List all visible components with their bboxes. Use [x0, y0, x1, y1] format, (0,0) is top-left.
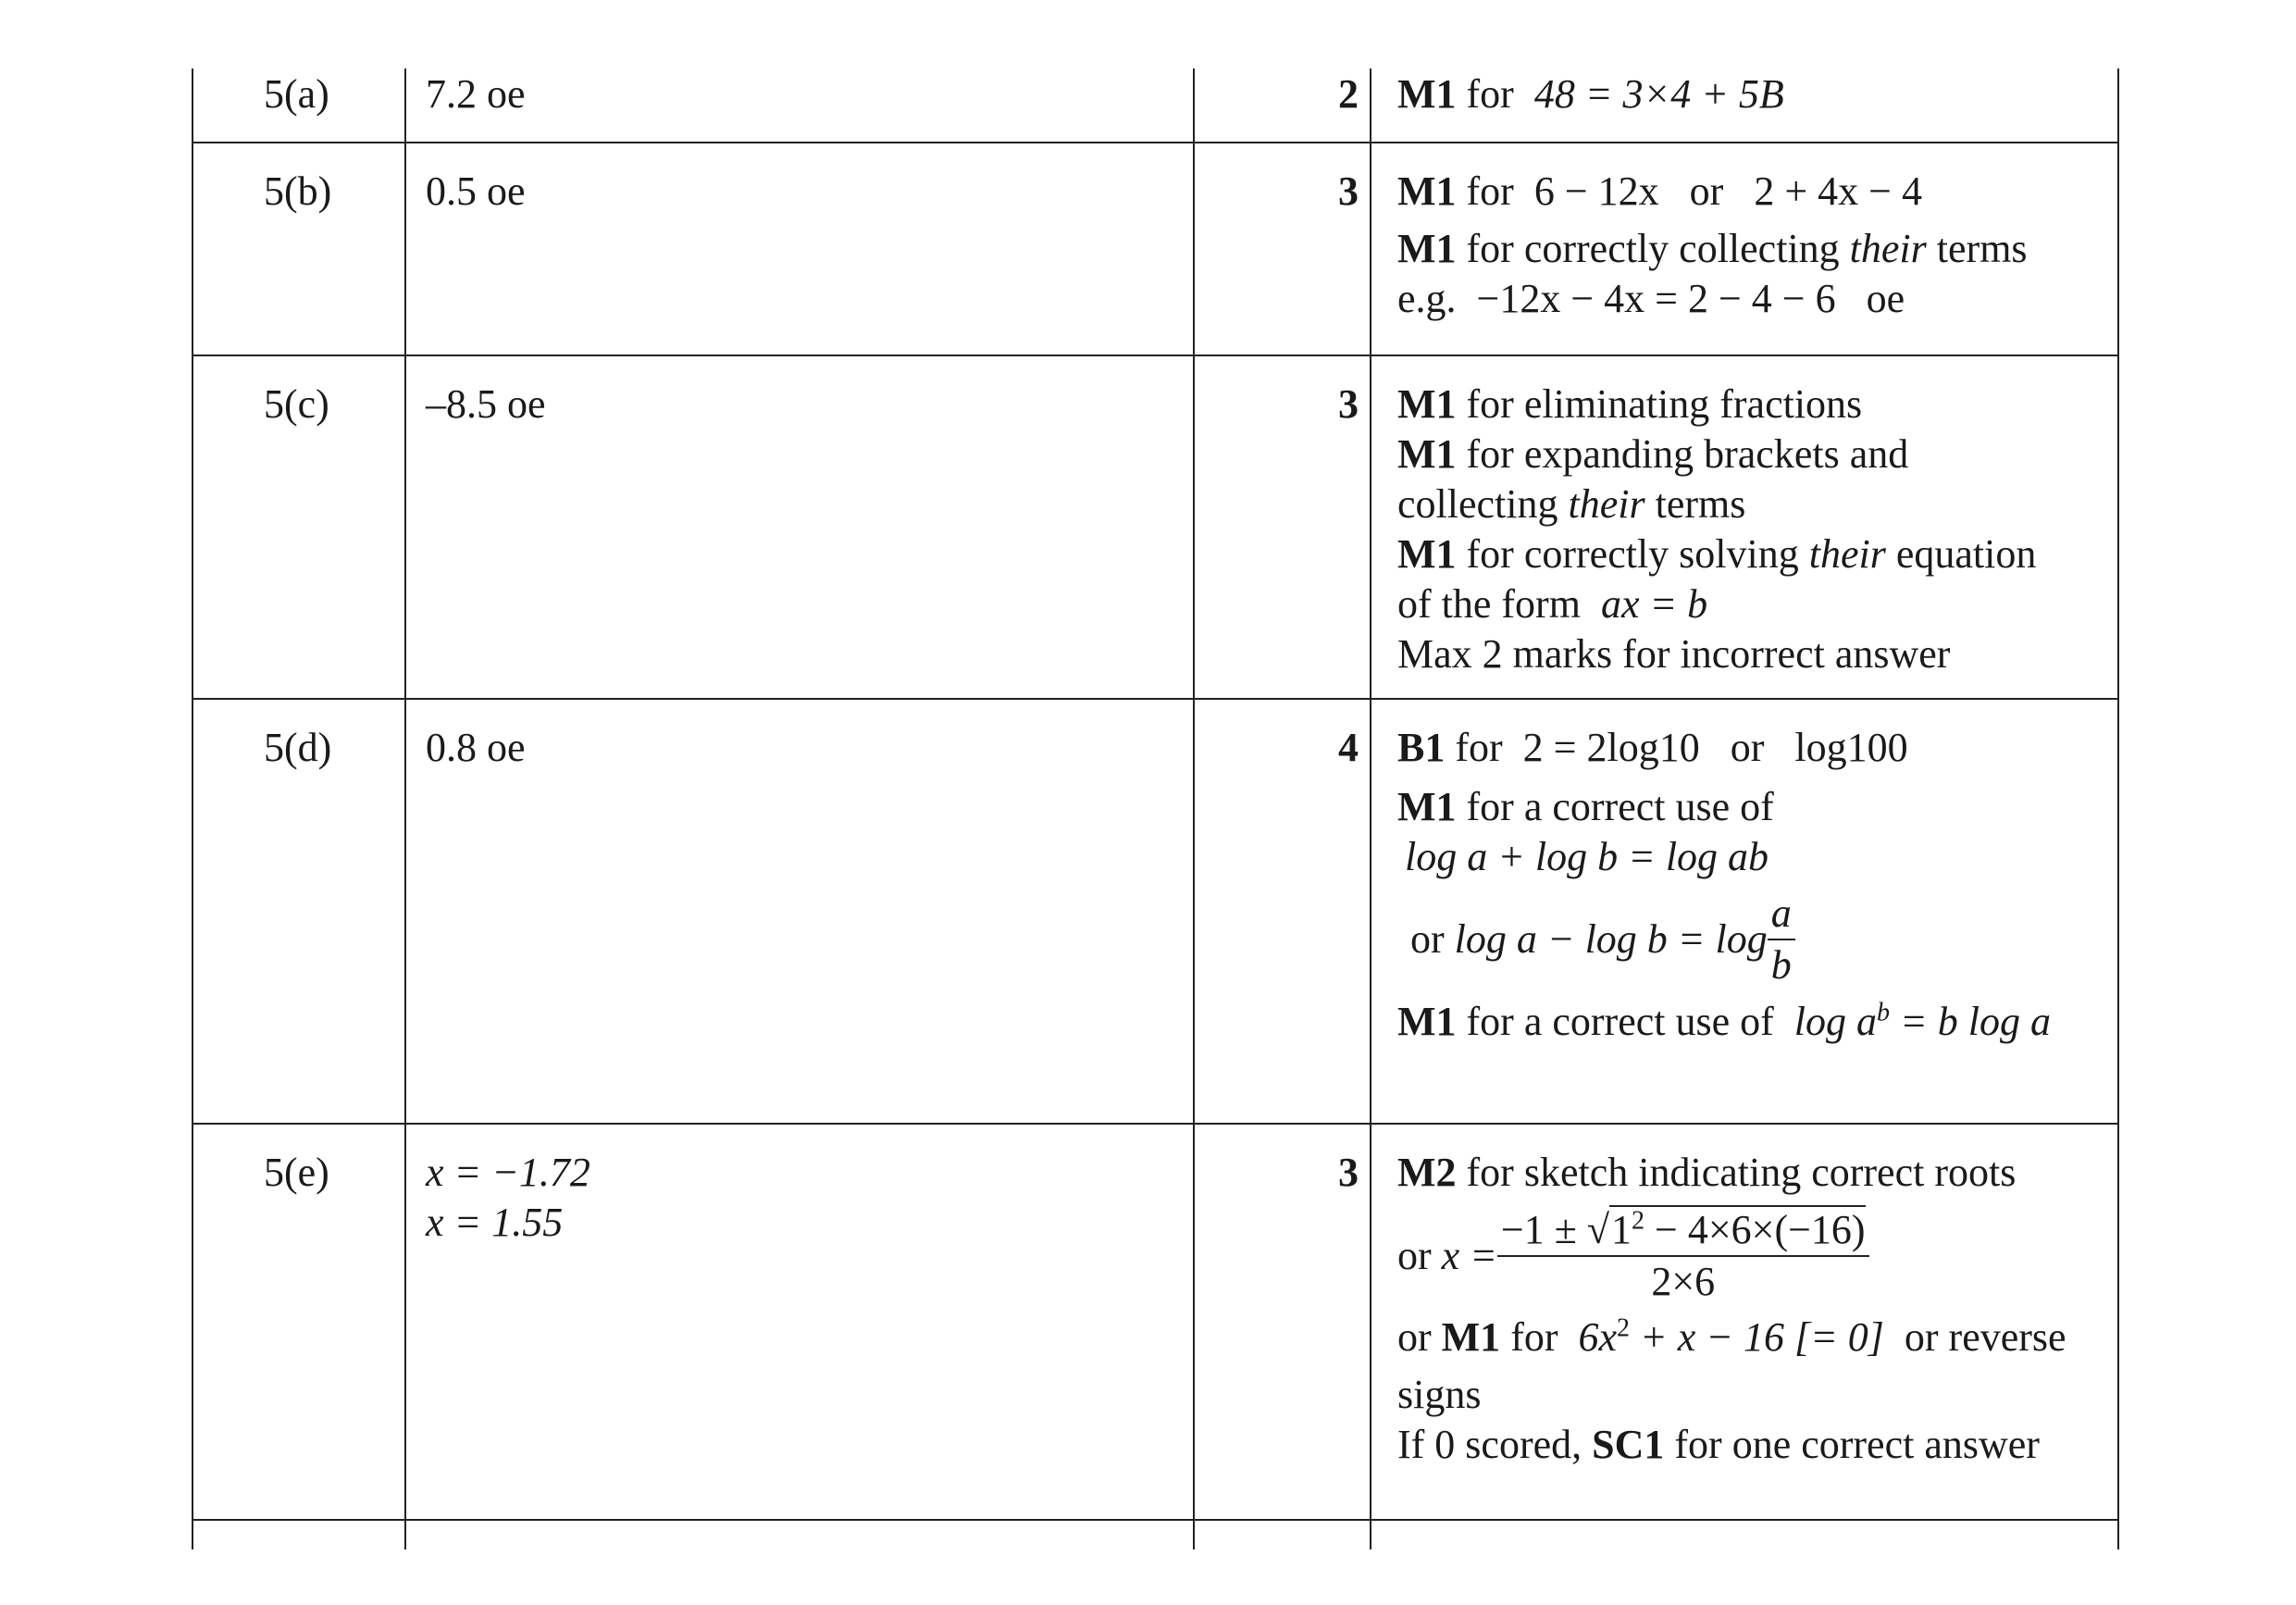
mark-code: M1: [1397, 168, 1457, 214]
marks: 3: [1338, 168, 1359, 214]
guidance: [1397, 723, 2110, 1047]
guidance-text: for eliminating fractions: [1466, 381, 1863, 427]
guidance-text: or: [1730, 725, 1765, 770]
fraction-numerator: $-1 \pm √1^2 - 4\times 6\times(-16)$: [1500, 1206, 1866, 1252]
guidance-text: for a correct use of: [1466, 999, 1774, 1044]
guidance-text: for: [1455, 725, 1503, 770]
square-root: [1609, 1205, 1866, 1252]
guidance-text: for a correct use of: [1466, 784, 1774, 829]
math-expression: 2 + 4x − 4: [1754, 168, 1922, 214]
guidance-text: signs: [1397, 1372, 1482, 1417]
math-expression: 48 = 3×4 + 5B: [1533, 71, 1784, 117]
guidance-text: oe: [1866, 276, 1905, 321]
mark-code: M1: [1441, 1314, 1501, 1360]
guidance-text: Max 2 marks for incorrect answer: [1397, 631, 1951, 677]
mark-code: M1: [1397, 531, 1457, 577]
guidance-text: for: [1510, 1314, 1558, 1360]
col-border-marks: [1370, 68, 1371, 1549]
quadratic-formula: [1497, 1205, 1869, 1307]
marks: 4: [1338, 725, 1359, 770]
question-number: 5(d): [264, 725, 332, 770]
math-expression: 6 − 12x: [1533, 168, 1659, 214]
question-number: 5(a): [264, 71, 329, 117]
answer: 0.8 oe: [426, 725, 526, 770]
question-number: 5(e): [264, 1150, 329, 1195]
marks: 3: [1338, 1150, 1359, 1195]
col-border-answer: [1193, 68, 1195, 1549]
mark-code: B1: [1397, 725, 1446, 770]
math-expression: 6x: [1578, 1314, 1618, 1360]
math-expression: log a − log b = log: [1454, 916, 1768, 962]
answer-line: x = 1.55: [426, 1200, 564, 1245]
guidance-text: for: [1466, 168, 1514, 214]
guidance-text: or reverse: [1904, 1314, 2066, 1360]
fraction: [1768, 889, 1795, 990]
mark-code: M1: [1397, 381, 1457, 427]
question-number: 5(c): [264, 381, 329, 427]
mark-code: M1: [1397, 71, 1457, 117]
col-border-left: [192, 68, 193, 1549]
guidance-text: equation: [1895, 531, 2037, 577]
guidance-text: for sketch indicating correct roots: [1466, 1150, 2017, 1195]
row-divider: [192, 1123, 2119, 1125]
guidance-emphasis: their: [1849, 226, 1927, 271]
row-divider: [192, 355, 2119, 356]
fraction-numerator: a: [1770, 890, 1792, 936]
math-expression: −1 ±: [1500, 1207, 1577, 1252]
guidance-text: terms: [1655, 481, 1746, 527]
guidance-text: for expanding brackets and: [1466, 431, 1909, 477]
col-border-right: [2117, 68, 2119, 1549]
math-expression: x =: [1441, 1233, 1497, 1278]
guidance: [1397, 167, 2110, 324]
guidance-text: collecting: [1397, 481, 1558, 527]
guidance-text: for: [1466, 71, 1514, 117]
math-superscript: 2: [1617, 1313, 1631, 1343]
guidance-text: or: [1410, 916, 1445, 962]
math-expression: 1: [1611, 1207, 1632, 1252]
math-expression: = b log a: [1900, 999, 2051, 1044]
guidance-text: e.g.: [1397, 276, 1457, 321]
guidance-text: for one correct answer: [1674, 1422, 2040, 1467]
row-divider: [192, 1519, 2119, 1521]
guidance-text: If 0 scored,: [1397, 1422, 1582, 1467]
marks: 3: [1338, 381, 1359, 427]
guidance-emphasis: their: [1568, 481, 1645, 527]
row-divider: [192, 142, 2119, 143]
col-border-question: [404, 68, 406, 1549]
mark-code: M1: [1397, 999, 1457, 1044]
guidance: [1397, 1148, 2110, 1470]
answer: 7.2 oe: [426, 71, 526, 117]
math-expression: log100: [1794, 725, 1908, 770]
answer: [426, 1148, 590, 1248]
mark-code: M1: [1397, 784, 1457, 829]
marks: 2: [1338, 71, 1359, 117]
math-expression: ax = b: [1600, 581, 1708, 627]
math-expression: + x − 16 [= 0]: [1640, 1314, 1884, 1360]
math-superscript: 2: [1632, 1206, 1645, 1236]
guidance-text: of the form: [1397, 581, 1581, 627]
guidance-text: or: [1397, 1314, 1432, 1360]
math-expression: − 4×6×(−16): [1655, 1207, 1866, 1252]
question-number: 5(b): [264, 168, 332, 214]
guidance-text: or: [1397, 1233, 1432, 1278]
mark-code: M2: [1397, 1150, 1457, 1195]
answer-line: x = −1.72: [426, 1150, 590, 1195]
guidance-text: for correctly solving: [1466, 531, 1799, 577]
guidance-text: or: [1689, 168, 1724, 214]
math-expression: log a: [1793, 999, 1878, 1044]
fraction-denominator: b: [1768, 939, 1795, 990]
guidance-emphasis: their: [1808, 531, 1886, 577]
mark-code: M1: [1397, 226, 1457, 271]
guidance: [1397, 379, 2110, 679]
row-divider: [192, 698, 2119, 700]
answer: –8.5 oe: [426, 381, 546, 427]
math-expression: −12x − 4x = 2 − 4 − 6: [1476, 276, 1836, 321]
answer: 0.5 oe: [426, 168, 526, 214]
math-superscript: b: [1877, 998, 1891, 1027]
math-expression: log a + log b = log ab: [1405, 834, 1769, 879]
guidance: [1397, 69, 2110, 119]
mark-code: M1: [1397, 431, 1457, 477]
mark-code: SC1: [1592, 1422, 1665, 1467]
math-expression: 2 = 2log10: [1522, 725, 1700, 770]
fraction-denominator: 2×6: [1497, 1255, 1869, 1307]
guidance-text: for correctly collecting: [1466, 226, 1840, 271]
guidance-text: terms: [1936, 226, 2028, 271]
